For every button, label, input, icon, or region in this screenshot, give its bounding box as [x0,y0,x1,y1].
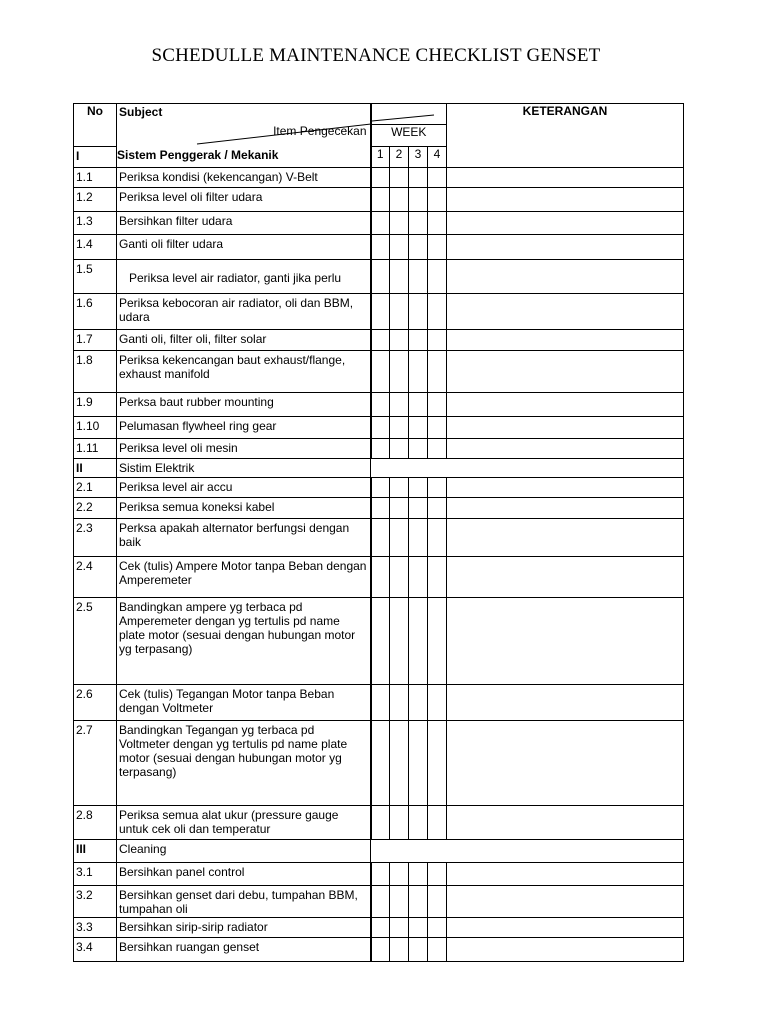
week-check-cell[interactable] [428,519,447,557]
checklist-row [74,212,684,235]
section-title: Sistim Elektrik [117,459,371,478]
week-check-cell[interactable] [390,188,409,212]
checklist-row [74,235,684,260]
week-check-cell[interactable] [428,721,447,806]
week-check-cell[interactable] [390,393,409,417]
page-title: SCHEDULLE MAINTENANCE CHECKLIST GENSET [151,45,601,66]
week-check-cell[interactable] [409,886,428,918]
week-number: 4 [428,147,447,168]
keterangan-cell[interactable] [447,519,684,557]
week-check-cell[interactable] [371,886,390,918]
keterangan-cell[interactable] [447,417,684,439]
checklist-row [74,886,684,918]
week-check-cell[interactable] [409,351,428,393]
week-check-cell[interactable] [371,685,390,721]
section-blank [371,840,684,863]
week-check-cell[interactable] [409,721,428,806]
keterangan-cell[interactable] [447,351,684,393]
week-check-cell[interactable] [409,439,428,459]
row-number: 1.7 [74,330,117,351]
row-number: 3.3 [74,918,117,938]
check-item-text: Periksa level air radiator, ganti jika perlu [117,260,371,294]
week-check-cell[interactable] [371,260,390,294]
week-check-cell[interactable] [409,498,428,519]
row-number: 1.9 [74,393,117,417]
checklist-row [74,598,684,685]
week-check-cell[interactable] [390,417,409,439]
week-number: 2 [390,147,409,168]
week-check-cell[interactable] [371,212,390,235]
checklist-row [74,478,684,498]
keterangan-cell[interactable] [447,330,684,351]
week-check-cell[interactable] [390,439,409,459]
section-no: I [74,147,117,168]
check-item-text: Bersihkan panel control [117,863,371,886]
week-check-cell[interactable] [390,168,409,188]
keterangan-cell[interactable] [447,260,684,294]
row-number: 1.3 [74,212,117,235]
checklist-row [74,938,684,962]
row-number: 2.5 [74,598,117,685]
week-check-cell[interactable] [409,260,428,294]
row-number: 3.4 [74,938,117,962]
keterangan-cell[interactable] [447,557,684,598]
week-check-cell[interactable] [428,294,447,330]
section-blank [371,459,684,478]
check-item-text: Periksa kebocoran air radiator, oli dan BBM, udara [117,294,371,330]
week-check-cell[interactable] [390,918,409,938]
week-check-cell[interactable] [428,938,447,962]
row-number: 3.1 [74,863,117,886]
section-title: Sistem Penggerak / Mekanik [117,148,279,162]
row-number: 1.1 [74,168,117,188]
week-header: WEEK [371,125,447,147]
checklist-row [74,806,684,840]
week-check-cell[interactable] [390,260,409,294]
row-number: 1.2 [74,188,117,212]
week-check-cell[interactable] [428,168,447,188]
week-check-cell[interactable] [428,598,447,685]
check-item-text: Periksa kondisi (kekencangan) V-Belt [117,168,371,188]
week-check-cell[interactable] [428,863,447,886]
checklist-row [74,498,684,519]
week-check-cell[interactable] [428,918,447,938]
row-number: 1.8 [74,351,117,393]
keterangan-cell[interactable] [447,938,684,962]
keterangan-cell[interactable] [447,598,684,685]
check-item-text: Bersihkan ruangan genset [117,938,371,962]
checklist-row [74,439,684,459]
check-item-text: Periksa level oli filter udara [117,188,371,212]
check-item-text: Bandingkan ampere yg terbaca pd Amperemeter dengan yg tertulis pd name plate motor (sesuai dengan hubungan motor yg terpasang) [117,598,371,685]
keterangan-cell[interactable] [447,439,684,459]
week-check-cell[interactable] [390,330,409,351]
row-number: 3.2 [74,886,117,918]
check-item-text: Bersihkan filter udara [117,212,371,235]
keterangan-cell[interactable] [447,806,684,840]
checklist-row [74,294,684,330]
keterangan-cell[interactable] [447,212,684,235]
week-check-cell[interactable] [371,806,390,840]
week-check-cell[interactable] [371,721,390,806]
week-check-cell[interactable] [371,918,390,938]
week-check-cell[interactable] [371,557,390,598]
week-check-cell[interactable] [409,918,428,938]
week-check-cell[interactable] [390,519,409,557]
week-check-cell[interactable] [390,294,409,330]
check-item-text: Ganti oli filter udara [117,235,371,260]
checklist-row [74,330,684,351]
keterangan-cell[interactable] [447,886,684,918]
week-check-cell[interactable] [371,478,390,498]
keterangan-cell[interactable] [447,235,684,260]
check-item-text: Cek (tulis) Ampere Motor tanpa Beban dengan Amperemeter [117,557,371,598]
row-number: 2.3 [74,519,117,557]
row-number: 1.4 [74,235,117,260]
week-number: 3 [409,147,428,168]
checklist-row [74,188,684,212]
checklist-row [74,168,684,188]
checklist-row [74,918,684,938]
week-check-cell[interactable] [390,212,409,235]
keterangan-cell[interactable] [447,685,684,721]
week-check-cell[interactable] [428,330,447,351]
week-check-cell[interactable] [428,393,447,417]
week-check-cell[interactable] [409,598,428,685]
week-check-cell[interactable] [409,557,428,598]
checklist-row [74,519,684,557]
week-check-cell[interactable] [409,188,428,212]
week-check-cell[interactable] [409,417,428,439]
week-check-cell[interactable] [428,417,447,439]
week-check-cell[interactable] [428,685,447,721]
checklist-row [74,685,684,721]
check-item-text: Bersihkan genset dari debu, tumpahan BBM, tumpahan oli [117,886,371,918]
keterangan-cell[interactable] [447,721,684,806]
week-check-cell[interactable] [409,519,428,557]
check-item-text: Periksa level air accu [117,478,371,498]
keterangan-cell[interactable] [447,294,684,330]
week-check-cell[interactable] [409,478,428,498]
week-check-cell[interactable] [428,557,447,598]
week-check-cell[interactable] [409,806,428,840]
row-number: 2.8 [74,806,117,840]
keterangan-header: KETERANGAN [447,104,684,168]
week-check-cell[interactable] [390,351,409,393]
week-check-cell[interactable] [390,863,409,886]
checklist-row [74,351,684,393]
keterangan-cell[interactable] [447,478,684,498]
row-number: 1.11 [74,439,117,459]
week-check-cell[interactable] [428,188,447,212]
week-check-cell[interactable] [371,598,390,685]
keterangan-cell[interactable] [447,918,684,938]
week-check-cell[interactable] [371,519,390,557]
week-check-cell[interactable] [428,498,447,519]
row-number: 2.2 [74,498,117,519]
week-check-cell[interactable] [428,886,447,918]
row-number: 1.5 [74,260,117,294]
week-number: 1 [371,147,390,168]
check-item-text: Perksa apakah alternator berfungsi dengan baik [117,519,371,557]
row-number: 1.10 [74,417,117,439]
row-number: 2.1 [74,478,117,498]
week-check-cell[interactable] [428,235,447,260]
keterangan-cell[interactable] [447,168,684,188]
section-no: III [74,840,117,863]
row-number: 2.4 [74,557,117,598]
no-header: No [74,104,117,147]
week-check-cell[interactable] [390,886,409,918]
check-item-text: Periksa semua koneksi kabel [117,498,371,519]
section-header-row [74,459,684,478]
keterangan-cell[interactable] [447,393,684,417]
row-number: 1.6 [74,294,117,330]
checklist-row [74,721,684,806]
week-check-cell[interactable] [390,598,409,685]
checklist-row [74,557,684,598]
check-item-text: Pelumasan flywheel ring gear [117,417,371,439]
keterangan-cell[interactable] [447,863,684,886]
week-check-cell[interactable] [371,498,390,519]
section-title: Cleaning [117,840,371,863]
check-item-text: Perksa baut rubber mounting [117,393,371,417]
week-check-cell[interactable] [371,235,390,260]
week-check-cell[interactable] [390,235,409,260]
week-check-cell[interactable] [428,351,447,393]
week-check-cell[interactable] [371,393,390,417]
check-item-text: Periksa level oli mesin [117,439,371,459]
week-check-cell[interactable] [428,212,447,235]
week-diagonal [372,104,447,125]
checklist-row [74,863,684,886]
week-check-cell[interactable] [371,439,390,459]
week-top-cell [371,104,447,125]
week-check-cell[interactable] [371,168,390,188]
checklist-table [73,103,684,962]
week-check-cell[interactable] [409,330,428,351]
week-check-cell[interactable] [390,938,409,962]
week-check-cell[interactable] [390,557,409,598]
week-check-cell[interactable] [390,685,409,721]
week-check-cell[interactable] [371,417,390,439]
header-row [74,104,684,125]
week-check-cell[interactable] [409,685,428,721]
keterangan-cell[interactable] [447,188,684,212]
week-check-cell[interactable] [409,235,428,260]
section-header-row [74,840,684,863]
week-check-cell[interactable] [409,168,428,188]
week-check-cell[interactable] [371,294,390,330]
row-number: 2.7 [74,721,117,806]
week-check-cell[interactable] [371,188,390,212]
week-check-cell[interactable] [428,806,447,840]
checklist-row [74,417,684,439]
week-check-cell[interactable] [409,212,428,235]
week-check-cell[interactable] [390,806,409,840]
check-item-text: Bersihkan sirip-sirip radiator [117,918,371,938]
week-check-cell[interactable] [409,294,428,330]
week-check-cell[interactable] [428,439,447,459]
week-check-cell[interactable] [409,393,428,417]
row-number: 2.6 [74,685,117,721]
item-header: Item Pengecekan [273,124,367,138]
section-no: II [74,459,117,478]
week-check-cell[interactable] [409,938,428,962]
week-check-cell[interactable] [371,330,390,351]
check-item-text: Cek (tulis) Tegangan Motor tanpa Beban dengan Voltmeter [117,685,371,721]
week-check-cell[interactable] [390,498,409,519]
week-check-cell[interactable] [409,863,428,886]
week-check-cell[interactable] [428,478,447,498]
keterangan-cell[interactable] [447,498,684,519]
week-check-cell[interactable] [371,863,390,886]
checklist-row [74,393,684,417]
check-item-text: Periksa semua alat ukur (pressure gauge untuk cek oli dan temperatur [117,806,371,840]
week-check-cell[interactable] [390,721,409,806]
checklist-row [74,260,684,294]
check-item-text: Bandingkan Tegangan yg terbaca pd Voltmeter dengan yg tertulis pd name plate motor (sesuai dengan hubungan motor yg terpasang) [117,721,371,806]
week-check-cell[interactable] [371,938,390,962]
check-item-text: Ganti oli, filter oli, filter solar [117,330,371,351]
week-check-cell[interactable] [390,478,409,498]
week-check-cell[interactable] [428,260,447,294]
week-check-cell[interactable] [371,351,390,393]
subject-header: Subject [119,105,163,119]
check-item-text: Periksa kekencangan baut exhaust/flange, exhaust manifold [117,351,371,393]
